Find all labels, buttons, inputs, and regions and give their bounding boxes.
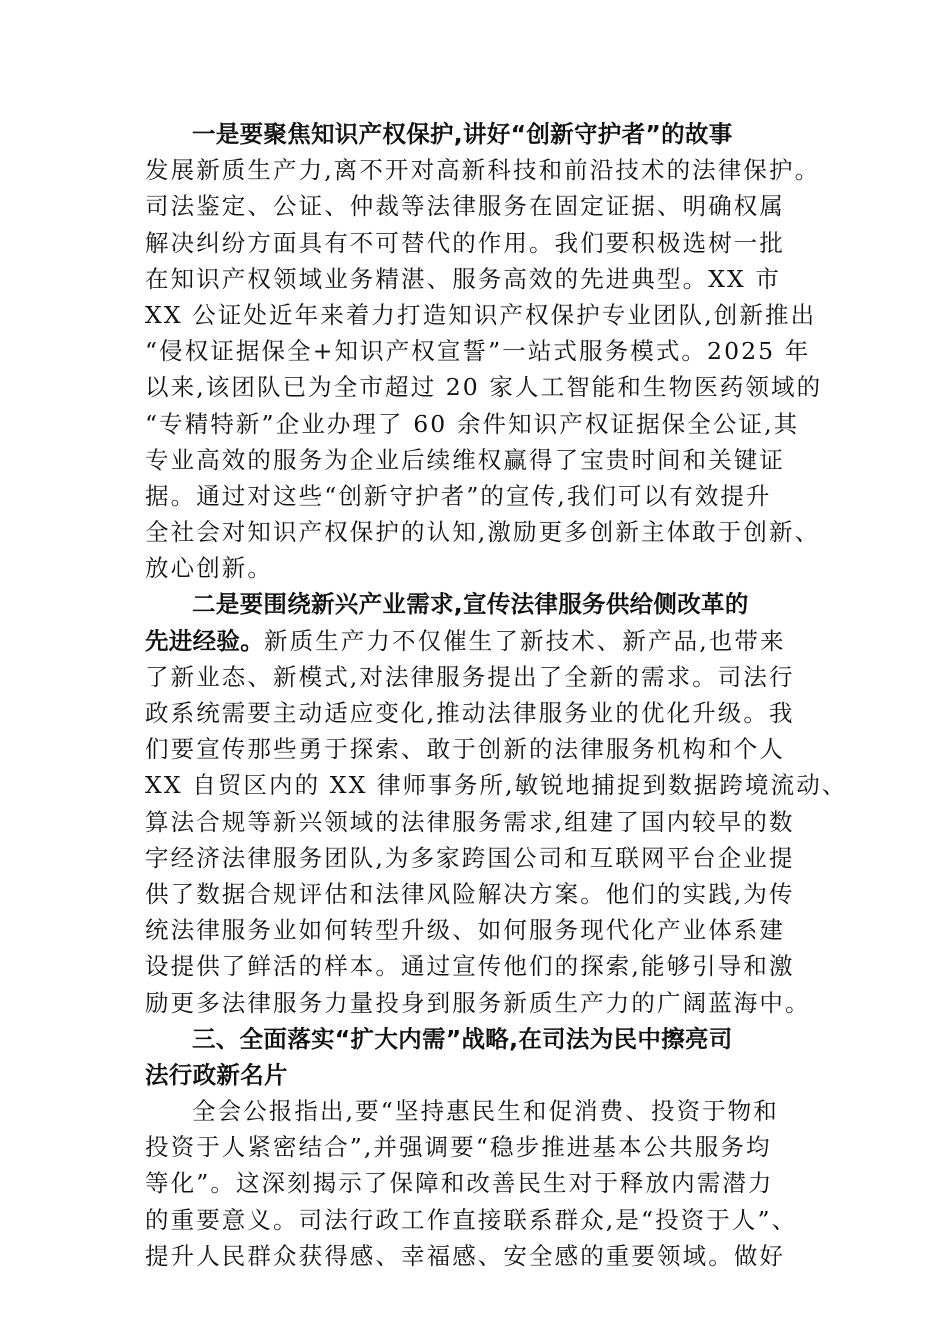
text-line-mixed: [145, 623, 805, 659]
text-line: 算法合规等新兴领域的法律服务需求,组建了国内较早的数: [145, 807, 795, 836]
text-line: 提升人民群众获得感、幸福感、安全感的重要领域。做好: [145, 1241, 785, 1270]
text-line: 政系统需要主动适应变化,推动法律服务业的优化升级。我: [145, 699, 795, 727]
text-line: XX 自贸区内的 XX 律师事务所,敏锐地捕捉到数据跨境流动、: [145, 771, 848, 800]
section-heading-three: 三、全面落实“扩大内需”战略,在司法为民中擦亮司: [192, 1024, 733, 1053]
text-line: “专精特新”企业办理了 60 余件知识产权证据保全公证,其: [145, 409, 800, 438]
text-line: 解决纠纷方面具有不可替代的作用。我们要积极选树一批: [145, 228, 785, 257]
document-page: [145, 116, 848, 1274]
text-line: 全社会对知识产权保护的认知,激励更多创新主体敢于创新、: [145, 518, 821, 547]
subheading-emerging-industries: 二是要围绕新兴产业需求,宣传法律服务供给侧改革的: [192, 590, 749, 619]
text-line: 等化”。这深刻揭示了保障和改善民生对于释放内需潜力: [145, 1169, 774, 1198]
text-span: 新质生产力不仅催生了新技术、新产品,也带来: [264, 626, 786, 655]
text-line: 全会公报指出,要“坚持惠民生和促消费、投资于物和: [192, 1097, 779, 1126]
text-line: 司法鉴定、公证、仲裁等法律服务在固定证据、明确权属: [145, 192, 785, 221]
text-line: 字经济法律服务团队,为多家跨国公司和互联网平台企业提: [145, 843, 795, 872]
text-line: “侵权证据保全+知识产权宣誓”一站式服务模式。2025 年: [145, 337, 811, 366]
text-line: 励更多法律服务力量投身到服务新质生产力的广阔蓝海中。: [145, 988, 811, 1017]
text-line: 在知识产权领域业务精湛、服务高效的先进典型。XX 市: [145, 264, 782, 293]
text-line: 了新业态、新模式,对法律服务提出了全新的需求。司法行: [145, 662, 795, 691]
text-line: 专业高效的服务为企业后续维权赢得了宝贵时间和关键证: [145, 445, 785, 474]
subheading-continuation: 先进经验。: [145, 626, 264, 655]
text-line: 设提供了鲜活的样本。通过宣传他们的探索,能够引导和激: [145, 952, 795, 981]
text-line: 放心创新。: [145, 554, 273, 583]
text-line: 发展新质生产力,离不开对高新科技和前沿技术的法律保护。: [145, 156, 821, 185]
subheading-ip-protection: 一是要聚焦知识产权保护,讲好“创新守护者”的故事: [192, 120, 733, 148]
text-line: XX 公证处近年来着力打造知识产权保护专业团队,创新推出: [145, 300, 817, 329]
text-line: 供了数据合规评估和法律风险解决方案。他们的实践,为传: [145, 879, 795, 908]
text-line: 的重要意义。司法行政工作直接联系群众,是“投资于人”、: [145, 1205, 798, 1234]
text-line: 投资于人紧密结合”,并强调要“稳步推进基本公共服务均: [145, 1133, 772, 1162]
text-line: 据。通过对这些“创新守护者”的宣传,我们可以有效提升: [145, 481, 772, 510]
text-line: 以来,该团队已为全市超过 20 家人工智能和生物医药领域的: [145, 373, 823, 402]
text-line: 们要宣传那些勇于探索、敢于创新的法律服务机构和个人: [145, 735, 785, 764]
text-line: 统法律服务业如何转型升级、如何服务现代化产业体系建: [145, 916, 785, 945]
section-heading-three-continued: 法行政新名片: [145, 1060, 288, 1089]
